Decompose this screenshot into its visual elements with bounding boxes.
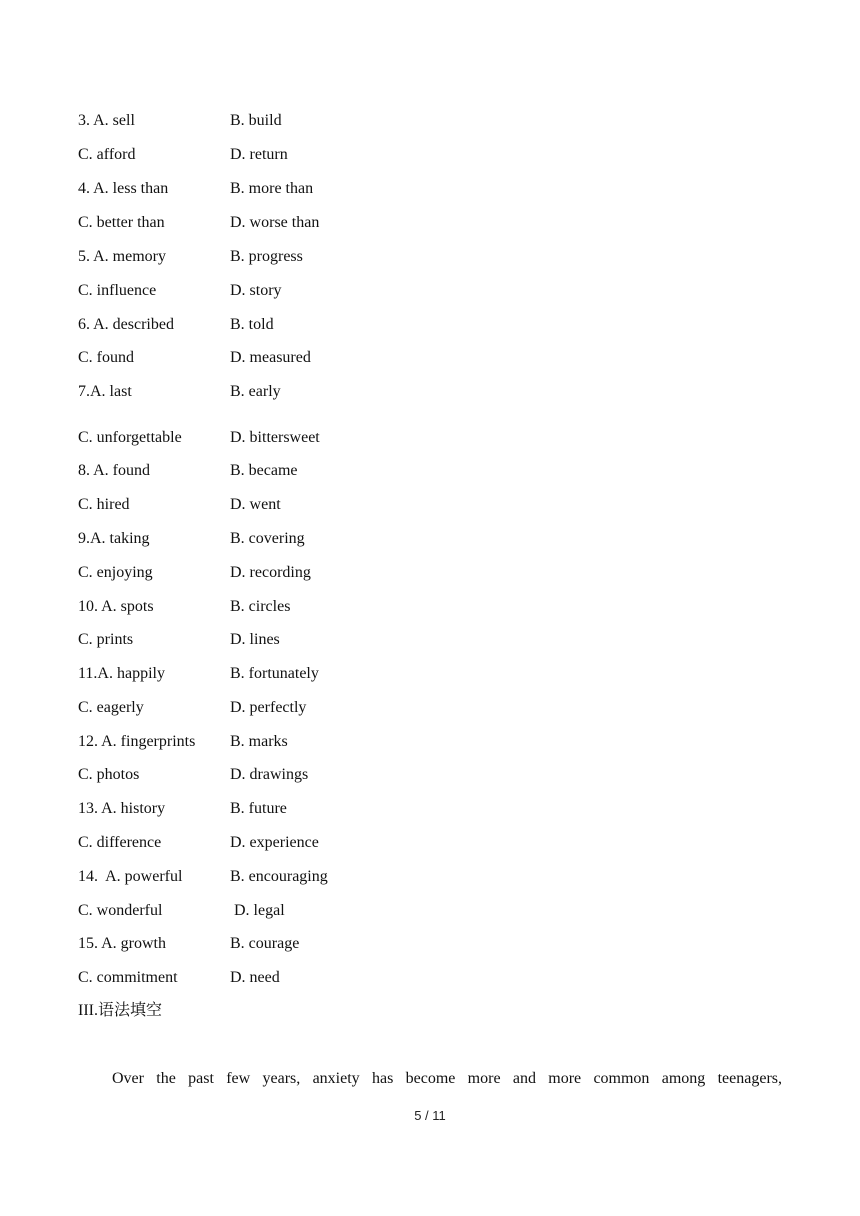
option-d: D. perfectly bbox=[230, 699, 307, 716]
option-d: D. recording bbox=[230, 564, 311, 581]
option-b: B. became bbox=[230, 462, 298, 479]
option-d: D. experience bbox=[230, 834, 319, 851]
option-c: C. influence bbox=[78, 282, 157, 299]
option-a: 5. A. memory bbox=[78, 248, 166, 265]
option-d: D. bittersweet bbox=[230, 429, 320, 446]
option-a: 15. A. growth bbox=[78, 935, 166, 952]
option-d: D. measured bbox=[230, 349, 311, 366]
option-b: B. fortunately bbox=[230, 665, 319, 682]
option-c: C. difference bbox=[78, 834, 162, 851]
option-b: B. circles bbox=[230, 598, 291, 615]
option-d: D. went bbox=[230, 496, 281, 513]
option-b: B. marks bbox=[230, 733, 288, 750]
option-c: C. prints bbox=[78, 631, 134, 648]
option-c: C. commitment bbox=[78, 969, 178, 986]
option-b: B. early bbox=[230, 383, 281, 400]
option-d: D. legal bbox=[230, 902, 285, 919]
option-b: B. progress bbox=[230, 248, 303, 265]
option-c: C. photos bbox=[78, 766, 140, 783]
option-b: B. more than bbox=[230, 180, 314, 197]
option-a: 11.A. happily bbox=[78, 665, 165, 682]
option-a: 3. A. sell bbox=[78, 112, 135, 129]
option-c: C. unforgettable bbox=[78, 429, 182, 446]
option-a: 14. A. powerful bbox=[78, 868, 183, 885]
option-b: B. told bbox=[230, 316, 274, 333]
option-a: 6. A. described bbox=[78, 316, 174, 333]
option-a: 7.A. last bbox=[78, 383, 132, 400]
option-a: 13. A. history bbox=[78, 800, 166, 817]
option-c: C. wonderful bbox=[78, 902, 163, 919]
option-c: C. found bbox=[78, 349, 134, 366]
page-number: 5 / 11 bbox=[414, 1108, 446, 1123]
passage-paragraph: Over the past few years, anxiety has become more and more common among teenagers, bbox=[112, 1070, 782, 1087]
option-a: 9.A. taking bbox=[78, 530, 150, 547]
option-c: C. better than bbox=[78, 214, 165, 231]
option-c: C. enjoying bbox=[78, 564, 153, 581]
option-d: D. need bbox=[230, 969, 280, 986]
option-c: C. afford bbox=[78, 146, 136, 163]
option-d: D. worse than bbox=[230, 214, 320, 231]
option-c: C. eagerly bbox=[78, 699, 144, 716]
option-d: D. lines bbox=[230, 631, 280, 648]
option-a: 8. A. found bbox=[78, 462, 150, 479]
option-b: B. build bbox=[230, 112, 282, 129]
option-b: B. covering bbox=[230, 530, 305, 547]
option-d: D. story bbox=[230, 282, 282, 299]
option-d: D. return bbox=[230, 146, 288, 163]
option-a: 4. A. less than bbox=[78, 180, 169, 197]
option-a: 10. A. spots bbox=[78, 598, 154, 615]
option-b: B. encouraging bbox=[230, 868, 328, 885]
option-c: C. hired bbox=[78, 496, 130, 513]
section-heading: III.语法填空 bbox=[78, 1002, 162, 1019]
option-d: D. drawings bbox=[230, 766, 309, 783]
option-b: B. future bbox=[230, 800, 287, 817]
option-b: B. courage bbox=[230, 935, 300, 952]
option-a: 12. A. fingerprints bbox=[78, 733, 196, 750]
